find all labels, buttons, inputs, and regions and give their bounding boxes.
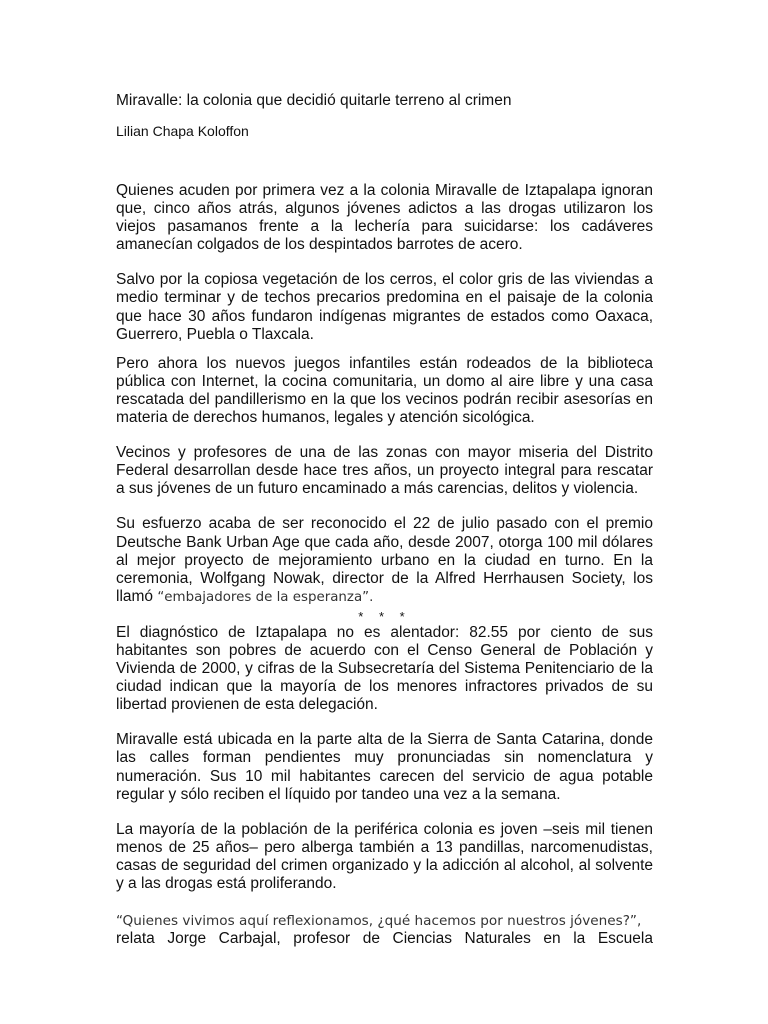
paragraph: Quienes acuden por primera vez a la colonia Miravalle de Iztapalapa ignoran que, cinco años atrás, algunos jóvenes adictos a las drogas utilizaron los viejos pasamanos frente a la lechería para suicidarse: los cadáveres amanecían colgados de los despintados barrotes de acero. [116, 182, 653, 254]
paragraph-text: Su esfuerzo acaba de ser reconocido el 22 de julio pasado con el premio Deutsche Bank Urban Age que cada año, desde 2007, otorga 100 mil dólares al mejor proyecto de mejoramiento urbano en la ciudad en turno. En la ceremonia, Wolfgang Nowak, director de la Alfred Herrhausen Society, los llamó [116, 515, 653, 605]
quoted-phrase: “embajadores de la esperanza”. [157, 589, 374, 605]
paragraph [116, 515, 653, 606]
paragraph: relata Jorge Carbajal, profesor de Ciencias Naturales en la Escuela [116, 930, 653, 948]
paragraph: Miravalle está ubicada en la parte alta de la Sierra de Santa Catarina, donde las calles forman pendientes muy pronunciadas sin nomenclatura y numeración. Sus 10 mil habitantes carecen del servicio de agua potable regular y sólo reciben el líquido por tandeo una vez a la semana. [116, 731, 653, 803]
paragraph: Pero ahora los nuevos juegos infantiles están rodeados de la biblioteca pública con Internet, la cocina comunitaria, un domo al aire libre y una casa rescatada del pandillerismo en la que los vecinos podrán recibir asesorías en materia de derechos humanos, legales y atención sicológica. [116, 354, 653, 427]
paragraph: El diagnóstico de Iztapalapa no es alentador: 82.55 por ciento de sus habitantes son pobres de acuerdo con el Censo General de Población y Vivienda de 2000, y cifras de la Subsecretaría del Sistema Penitenciario de la ciudad indican que la mayoría de los menores infractores privados de su libertad provienen de esta delegación. [116, 623, 653, 714]
paragraph: La mayoría de la población de la periférica colonia es joven –seis mil tienen menos de 25 años– pero alberga también a 13 pandillas, narcomenudistas, casas de seguridad del crimen organizado y la adicción al alcohol, al solvente y a las drogas está proliferando. [116, 820, 653, 892]
quote-line: “Quienes vivimos aquí reflexionamos, ¿qué hacemos por nuestros jóvenes?”, [116, 913, 642, 930]
article-title: Miravalle: la colonia que decidió quitarle terreno al crimen [116, 92, 512, 109]
paragraph: Salvo por la copiosa vegetación de los cerros, el color gris de las viviendas a medio terminar y de techos precarios predomina en el paisaje de la colonia que hace 30 años fundaron indígenas migrantes de estados como Oaxaca, Guerrero, Puebla o Tlaxcala. [116, 271, 653, 343]
section-separator: * * * [358, 608, 411, 624]
article-author: Lilian Chapa Koloffon [116, 123, 249, 139]
article-body [116, 182, 653, 948]
paragraph: Vecinos y profesores de una de las zonas con mayor miseria del Distrito Federal desarrollan desde hace tres años, un proyecto integral para rescatar a sus jóvenes de un futuro encaminado a más carencias, delitos y violencia. [116, 444, 653, 498]
